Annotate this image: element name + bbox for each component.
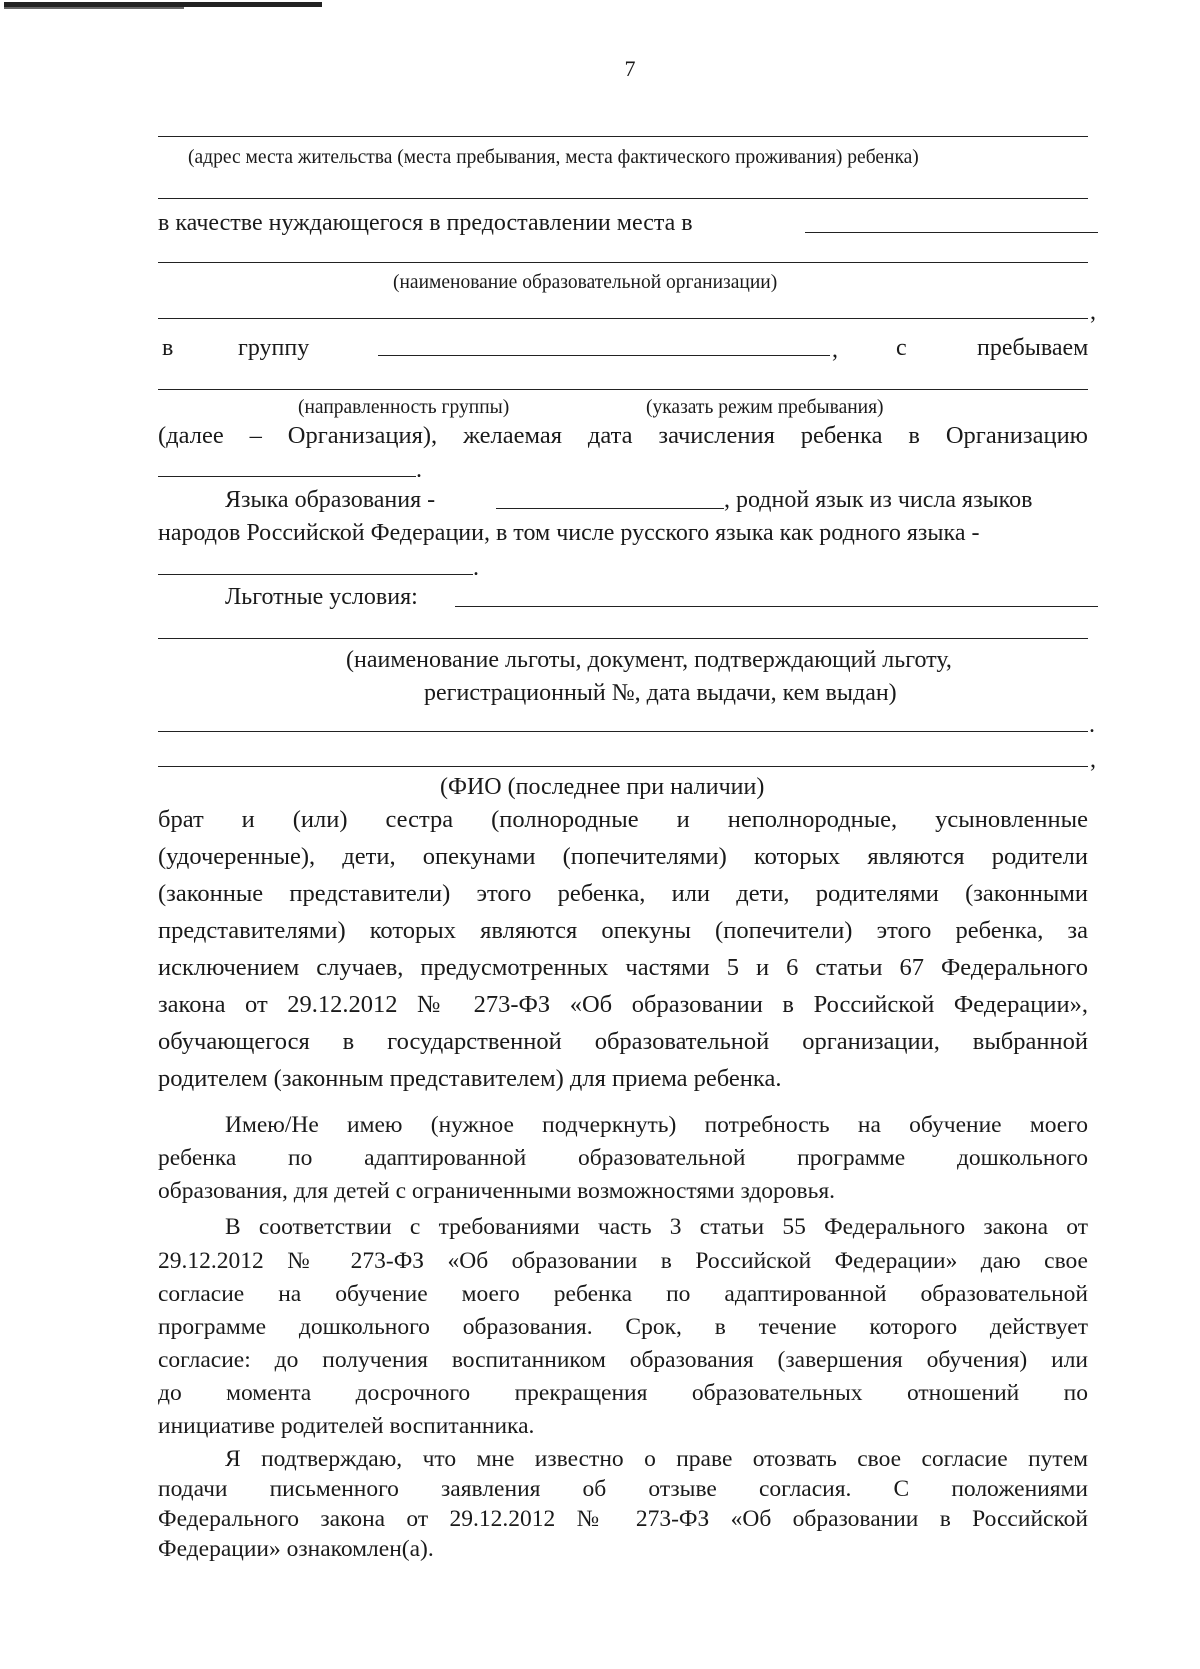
language-label: Языка образования - [225, 487, 436, 513]
group-focus-caption: (направленность группы) [298, 397, 510, 418]
comma-mark: , [1090, 299, 1096, 325]
sibling-line-1: брат и (или) сестра (полнородные и неполнородные, усыновленные [158, 806, 1088, 833]
consent-line-1: В соответствии с требованиями часть 3 статьи 55 Федерального закона от [225, 1214, 1088, 1240]
benefits-blank[interactable] [455, 606, 1098, 607]
sibling-line-7: обучающегося в государственной образовательной организации, выбранной [158, 1028, 1088, 1055]
sibling-line-2: (удочеренные), дети, опекунами (попечителями) которых являются родители [158, 843, 1088, 870]
scan-edge-mark-thin [4, 7, 184, 9]
benefit-period: . [1089, 712, 1095, 738]
address-caption: (адрес места жительства (места пребывания, места фактического проживания) ребенка) [188, 147, 919, 168]
sibling-line-5: исключением случаев, предусмотренных частями 5 и 6 статьи 67 Федерального [158, 954, 1088, 981]
adapted-line-2: ребенка по адаптированной образовательной программе дошкольного [158, 1145, 1088, 1171]
native-language-period: . [473, 555, 479, 581]
consent-line-7: инициативе родителей воспитанника. [158, 1413, 535, 1439]
confirm-line-1: Я подтверждаю, что мне известно о праве отозвать свое согласие путем [225, 1446, 1088, 1472]
sibling-line-4: представителями) которых являются опекуны (попечители) этого ребенка, за [158, 917, 1088, 944]
consent-line-3: согласие на обучение моего ребенка по адаптированной образовательной [158, 1281, 1088, 1307]
fio-comma: , [1090, 747, 1096, 773]
sibling-line-8: родителем (законным представителем) для приема ребенка. [158, 1065, 782, 1092]
in-word: в [162, 335, 174, 361]
need-place-text: в качестве нуждающегося в предоставлении места в [158, 210, 693, 236]
language-blank[interactable] [496, 508, 724, 509]
consent-line-6: до момента досрочного прекращения образовательных отношений по [158, 1380, 1088, 1406]
fio-caption: (ФИО (последнее при наличии) [440, 774, 765, 800]
fio-blank[interactable] [158, 766, 1088, 767]
address-blank-line[interactable] [158, 136, 1088, 137]
peoples-line: народов Российской Федерации, в том числе русского языка как родного языка - [158, 520, 980, 546]
page-number: 7 [624, 56, 636, 81]
consent-line-2: 29.12.2012 № 273-ФЗ «Об образовании в Российской Федерации» даю свое [158, 1248, 1088, 1274]
sibling-line-6: закона от 29.12.2012 № 273-ФЗ «Об образовании в Российской Федерации», [158, 991, 1088, 1018]
confirm-line-3: Федерального закона от 29.12.2012 № 273-ФЗ «Об образовании в Российской [158, 1506, 1088, 1532]
sibling-line-3: (законные представители) этого ребенка, или дети, родителями (законными [158, 880, 1088, 907]
stay-mode-caption: (указать режим пребывания) [646, 397, 884, 418]
group-blank-line[interactable] [158, 389, 1088, 390]
adapted-line-1: Имею/Не имею (нужное подчеркнуть) потребность на обучение моего [225, 1112, 1088, 1138]
group-focus-blank[interactable] [378, 355, 830, 356]
native-language-blank[interactable] [158, 574, 473, 575]
desired-date-blank[interactable] [158, 476, 416, 477]
confirm-line-4: Федерации» ознакомлен(а). [158, 1536, 434, 1562]
org-name-caption: (наименование образовательной организации) [393, 272, 778, 293]
benefit-caption-1: (наименование льготы, документ, подтверждающий льготу, [346, 647, 952, 673]
adapted-line-3: образования, для детей с ограниченными возможностями здоровья. [158, 1178, 836, 1204]
consent-line-4: программе дошкольного образования. Срок, в течение которого действует [158, 1314, 1088, 1340]
benefits-label: Льготные условия: [225, 584, 418, 610]
org-name-blank-line-2[interactable] [158, 318, 1088, 319]
desired-date-text: (далее – Организация), желаемая дата зачисления ребенка в Организацию [158, 422, 1088, 449]
stay-word: пребываем [977, 335, 1089, 361]
confirm-line-2: подачи письменного заявления об отзыве согласия. С положениями [158, 1476, 1088, 1502]
desired-date-period: . [416, 457, 422, 483]
benefits-blank-2[interactable] [158, 638, 1088, 639]
group-word: группу [238, 335, 310, 361]
benefit-caption-2: регистрационный №, дата выдачи, кем выдан) [424, 680, 897, 706]
with-word: с [896, 335, 907, 361]
need-place-blank[interactable] [805, 232, 1098, 233]
benefit-blank-3[interactable] [158, 731, 1088, 732]
native-language-text: , родной язык из числа языков [724, 487, 1033, 513]
consent-line-5: согласие: до получения воспитанником образования (завершения обучения) или [158, 1347, 1088, 1373]
address-blank-line-2[interactable] [158, 198, 1088, 199]
group-comma: , [832, 337, 838, 363]
org-name-blank-line[interactable] [158, 262, 1088, 263]
